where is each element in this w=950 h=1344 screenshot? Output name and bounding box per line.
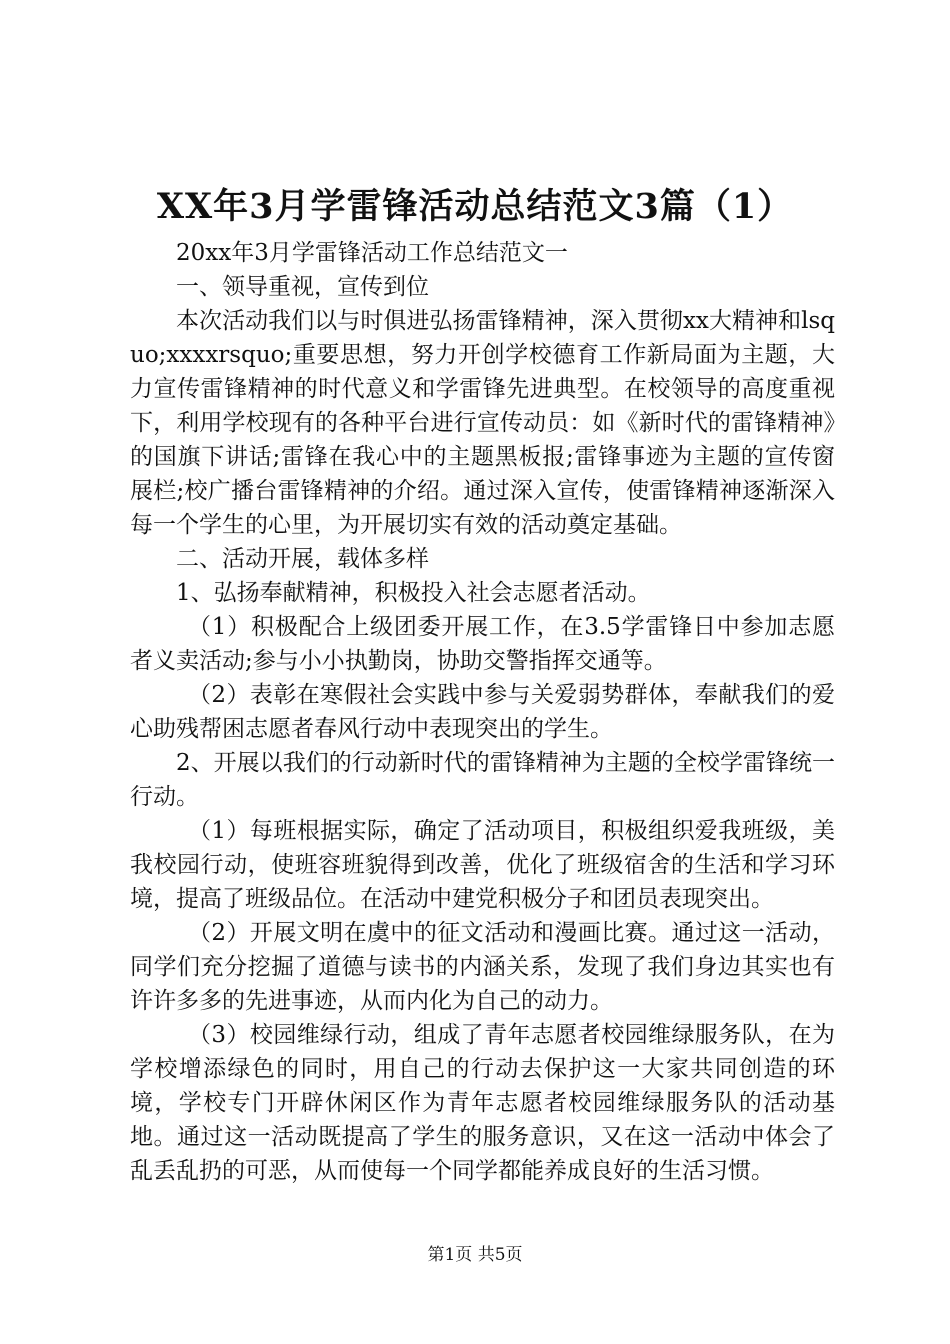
body-paragraph: 1、弘扬奉献精神，积极投入社会志愿者活动。	[176, 580, 651, 606]
body-paragraph: （2）表彰在寒假社会实践中参与关爱弱势群体，奉献我们的爱心助残帮困志愿者春风行动中表现突出的学生。	[130, 682, 835, 742]
subtitle-paragraph: 20xx年3月学雷锋活动工作总结范文一	[176, 240, 568, 266]
body-paragraph: 2、开展以我们的行动新时代的雷锋精神为主题的全校学雷锋统一行动。	[130, 750, 835, 810]
section-heading-1: 一、领导重视，宣传到位	[176, 274, 429, 300]
document-body	[130, 236, 835, 1188]
body-paragraph: （2）开展文明在虞中的征文活动和漫画比赛。通过这一活动，同学们充分挖掘了道德与读书的内涵关系，发现了我们身边其实也有许许多多的先进事迹，从而内化为自己的动力。	[130, 920, 835, 1014]
document-title: XX年3月学雷锋活动总结范文3篇（1）	[156, 186, 794, 227]
body-paragraph: （1）积极配合上级团委开展工作，在3.5学雷锋日中参加志愿者义卖活动;参与小小执勤岗，协助交警指挥交通等。	[130, 614, 835, 674]
body-paragraph: 本次活动我们以与时俱进弘扬雷锋精神，深入贯彻xx大精神和lsquo;xxxxrsquo;重要思想，努力开创学校德育工作新局面为主题，大力宣传雷锋精神的时代意义和学雷锋先进典型。在校领导的高度重视下，利用学校现有的各种平台进行宣传动员：如《新时代的雷锋精神》的国旗下讲话;雷锋在我心中的主题黑板报;雷锋事迹为主题的宣传窗展栏;校广播台雷锋精神的介绍。通过深入宣传，使雷锋精神逐渐深入每一个学生的心里，为开展切实有效的活动奠定基础。	[130, 308, 835, 538]
page-footer	[0, 1244, 950, 1266]
section-heading-2: 二、活动开展，载体多样	[176, 546, 429, 572]
body-paragraph: （1）每班根据实际，确定了活动项目，积极组织爱我班级，美我校园行动，使班容班貌得到改善，优化了班级宿舍的生活和学习环境，提高了班级品位。在活动中建党积极分子和团员表现突出。	[130, 818, 835, 912]
page-indicator: 第1页 共5页	[427, 1245, 523, 1265]
body-paragraph: （3）校园维绿行动，组成了青年志愿者校园维绿服务队，在为学校增添绿色的同时，用自己的行动去保护这一大家共同创造的环境，学校专门开辟休闲区作为青年志愿者校园维绿服务队的活动基地。通过这一活动既提高了学生的服务意识，又在这一活动中体会了乱丢乱扔的可恶，从而使每一个同学都能养成良好的生活习惯。	[130, 1022, 835, 1184]
